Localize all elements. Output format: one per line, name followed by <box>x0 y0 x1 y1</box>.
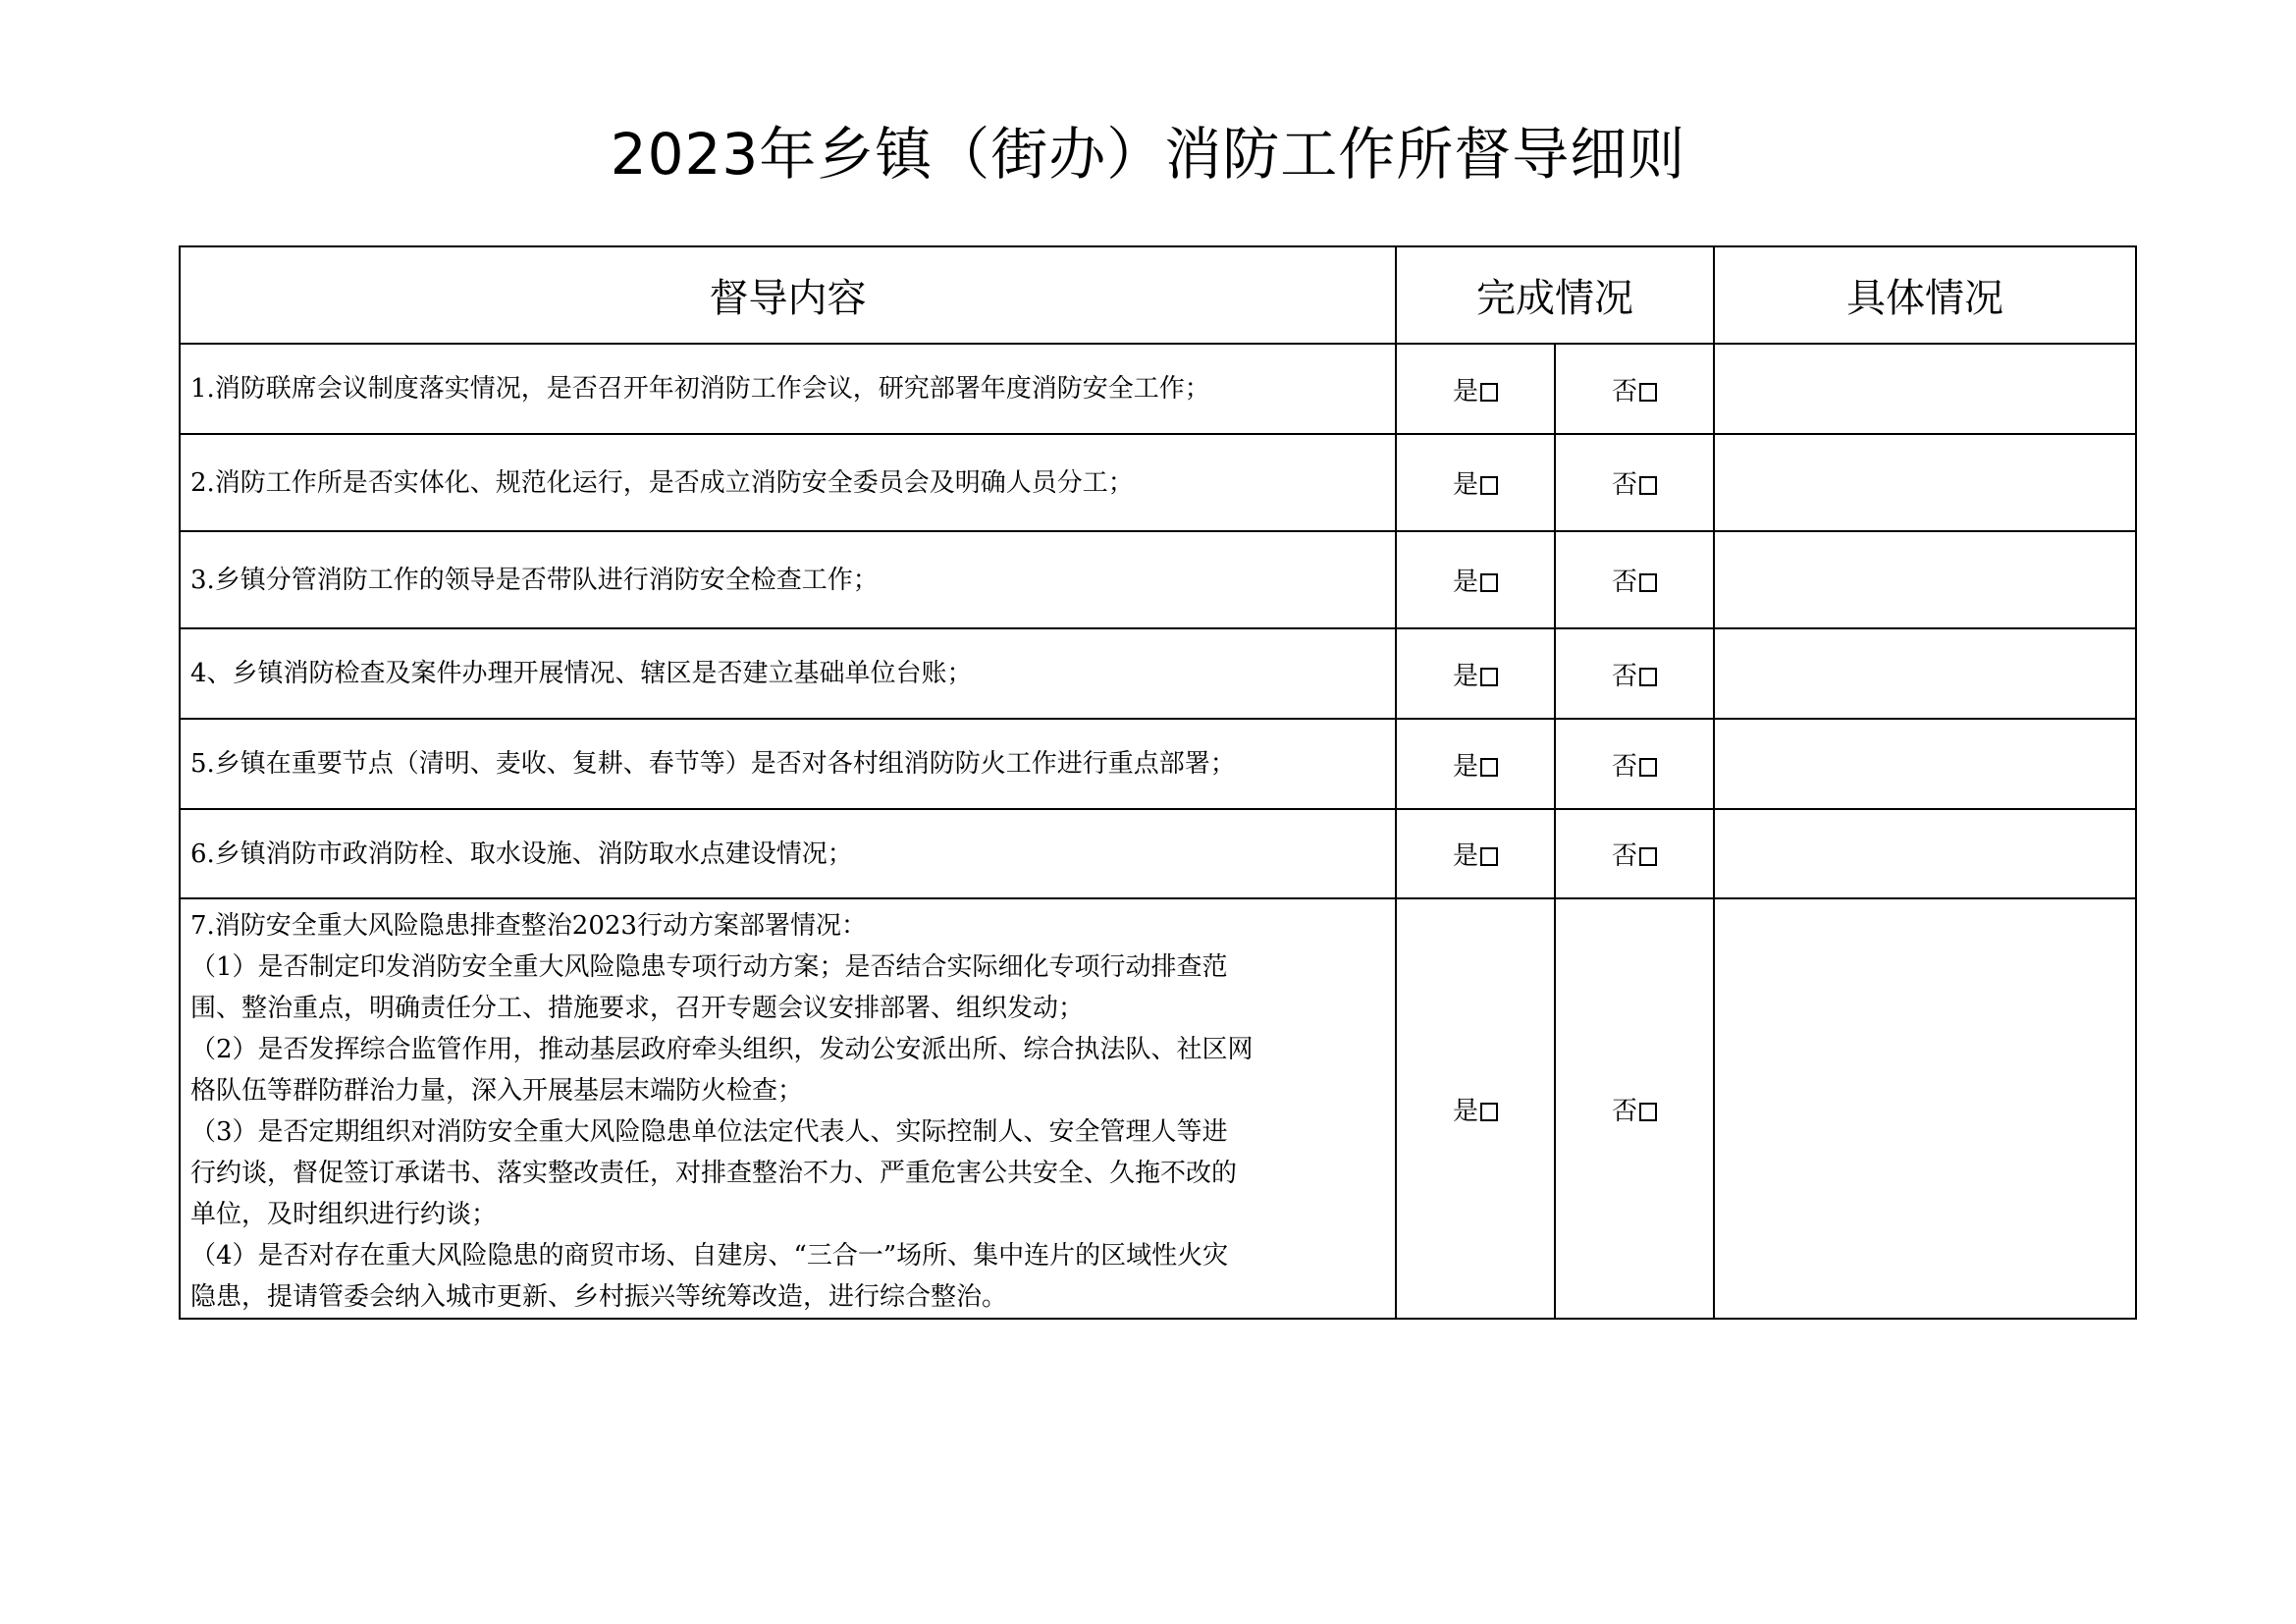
details-cell[interactable] <box>1714 898 2136 1319</box>
checkbox-icon[interactable] <box>1639 847 1657 866</box>
content-line: （1）是否制定印发消防安全重大风险隐患专项行动方案；是否结合实际细化专项行动排查范 <box>190 952 1228 982</box>
row-content <box>180 898 1396 1319</box>
details-cell[interactable] <box>1714 628 2136 719</box>
yes-label: 是 <box>1452 1096 1478 1126</box>
details-cell[interactable] <box>1714 809 2136 898</box>
row-content: 3.乡镇分管消防工作的领导是否带队进行消防安全检查工作； <box>180 531 1396 628</box>
table-row <box>180 344 2136 434</box>
header-completion: 完成情况 <box>1396 246 1714 344</box>
checkbox-icon[interactable] <box>1639 1103 1657 1121</box>
no-label: 否 <box>1611 568 1637 597</box>
content-line: 格队伍等群防群治力量，深入开展基层末端防火检查； <box>190 1076 804 1106</box>
content-line: 隐患，提请管委会纳入城市更新、乡村振兴等统筹改造，进行综合整治。 <box>190 1282 1008 1312</box>
yes-label: 是 <box>1452 470 1478 500</box>
yes-label: 是 <box>1452 841 1478 871</box>
yes-option[interactable] <box>1396 531 1555 628</box>
checkbox-icon[interactable] <box>1480 758 1498 777</box>
no-option[interactable] <box>1555 898 1714 1319</box>
no-label: 否 <box>1611 376 1637 406</box>
checkbox-icon[interactable] <box>1639 476 1657 495</box>
content-line: （2）是否发挥综合监管作用，推动基层政府牵头组织，发动公安派出所、综合执法队、社区网 <box>190 1035 1254 1064</box>
content-line: （4）是否对存在重大风险隐患的商贸市场、自建房、“三合一”场所、集中连片的区域性火灾 <box>190 1241 1229 1271</box>
content-line: 行约谈，督促签订承诺书、落实整改责任，对排查整治不力、严重危害公共安全、久拖不改的 <box>190 1159 1238 1188</box>
details-cell[interactable] <box>1714 344 2136 434</box>
no-option[interactable] <box>1555 434 1714 531</box>
no-label: 否 <box>1611 1096 1637 1126</box>
no-option[interactable] <box>1555 628 1714 719</box>
header-details: 具体情况 <box>1714 246 2136 344</box>
table-row <box>180 628 2136 719</box>
yes-label: 是 <box>1452 568 1478 597</box>
row-content: 5.乡镇在重要节点（清明、麦收、复耕、春节等）是否对各村组消防防火工作进行重点部署； <box>180 719 1396 809</box>
content-line: （3）是否定期组织对消防安全重大风险隐患单位法定代表人、实际控制人、安全管理人等进 <box>190 1117 1228 1147</box>
yes-option[interactable] <box>1396 434 1555 531</box>
yes-option[interactable] <box>1396 344 1555 434</box>
no-option[interactable] <box>1555 719 1714 809</box>
row-content: 1.消防联席会议制度落实情况，是否召开年初消防工作会议，研究部署年度消防安全工作； <box>180 344 1396 434</box>
yes-label: 是 <box>1452 376 1478 406</box>
checkbox-icon[interactable] <box>1639 668 1657 686</box>
no-label: 否 <box>1611 841 1637 871</box>
no-label: 否 <box>1611 661 1637 691</box>
checkbox-icon[interactable] <box>1480 1103 1498 1121</box>
details-cell[interactable] <box>1714 434 2136 531</box>
table-row <box>180 719 2136 809</box>
checkbox-icon[interactable] <box>1480 668 1498 686</box>
checkbox-icon[interactable] <box>1639 758 1657 777</box>
table-row <box>180 531 2136 628</box>
no-option[interactable] <box>1555 344 1714 434</box>
table-row <box>180 434 2136 531</box>
no-option[interactable] <box>1555 809 1714 898</box>
details-cell[interactable] <box>1714 531 2136 628</box>
no-label: 否 <box>1611 751 1637 782</box>
yes-option[interactable] <box>1396 898 1555 1319</box>
content-line: 7.消防安全重大风险隐患排查整治2023行动方案部署情况： <box>190 911 867 941</box>
no-option[interactable] <box>1555 531 1714 628</box>
table-row <box>180 898 2136 1319</box>
no-label: 否 <box>1611 470 1637 500</box>
checkbox-icon[interactable] <box>1639 573 1657 592</box>
row-content: 2.消防工作所是否实体化、规范化运行，是否成立消防安全委员会及明确人员分工； <box>180 434 1396 531</box>
content-line: 围、整治重点，明确责任分工、措施要求，召开专题会议安排部署、组织发动； <box>190 994 1085 1023</box>
details-cell[interactable] <box>1714 719 2136 809</box>
header-content: 督导内容 <box>180 246 1396 344</box>
row-content: 6.乡镇消防市政消防栓、取水设施、消防取水点建设情况； <box>180 809 1396 898</box>
yes-option[interactable] <box>1396 809 1555 898</box>
checkbox-icon[interactable] <box>1480 847 1498 866</box>
checkbox-icon[interactable] <box>1480 476 1498 495</box>
checkbox-icon[interactable] <box>1639 383 1657 402</box>
yes-option[interactable] <box>1396 628 1555 719</box>
document-title: 2023年乡镇（街办）消防工作所督导细则 <box>610 121 1686 188</box>
yes-label: 是 <box>1452 661 1478 691</box>
checkbox-icon[interactable] <box>1480 383 1498 402</box>
checkbox-icon[interactable] <box>1480 573 1498 592</box>
yes-label: 是 <box>1452 751 1478 782</box>
table-row <box>180 809 2136 898</box>
content-line: 单位，及时组织进行约谈； <box>190 1200 498 1229</box>
row-content: 4、乡镇消防检查及案件办理开展情况、辖区是否建立基础单位台账； <box>180 628 1396 719</box>
yes-option[interactable] <box>1396 719 1555 809</box>
table-header-row <box>180 246 2136 344</box>
supervision-table <box>179 245 2137 1320</box>
